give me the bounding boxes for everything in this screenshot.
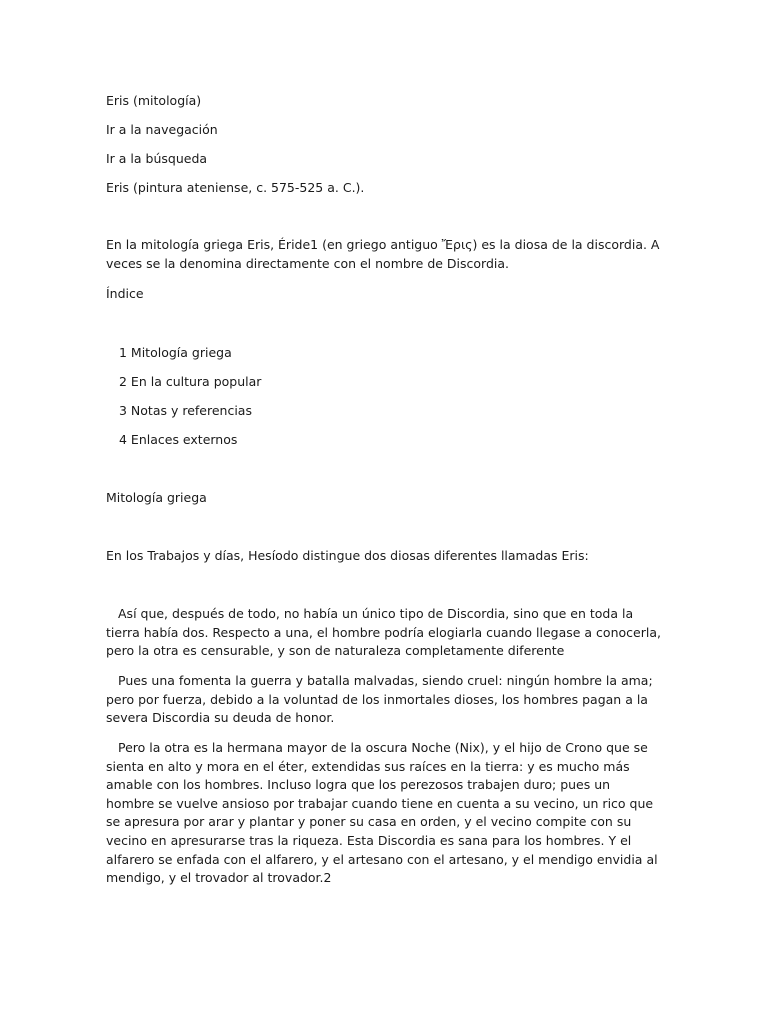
section-heading: Mitología griega	[106, 490, 207, 505]
article-title: Eris (mitología)	[106, 93, 202, 108]
quote-paragraph-3: Pero la otra es la hermana mayor de la oscura Noche (Nix), y el hijo de Crono que se sienta en alto y mora en el éter, extendidas sus raíces en la tierra: y es mucho más amable con los hombres. Incluso logra que los perezosos trabajen duro; pues un hombre se vuelve ansioso por trabajar cuando tiene en cuenta a su vecino, un rico que se apresura por arar y plantar y poner su casa en orden, y el vecino compite con su vecino en apresurarse tras la riqueza. Esta Discordia es sana para los hombres. Y el alfarero se enfada con el alfarero, y el artesano con el artesano, y el mendigo envidia al mendigo, y el trovador al trovador.2	[106, 740, 658, 886]
quote-paragraph-2: Pues una fomenta la guerra y batalla malvadas, siendo cruel: ningún hombre la ama; pero por fuerza, debido a la voluntad de los inmortales dioses, los hombres pagan a la severa Discordia su deuda de honor.	[106, 673, 653, 726]
section-intro: En los Trabajos y días, Hesíodo distingue dos diosas diferentes llamadas Eris:	[106, 548, 589, 563]
toc-item-cultura-popular[interactable]: 2 En la cultura popular	[119, 374, 262, 389]
index-heading: Índice	[106, 286, 144, 301]
toc-item-notas-referencias[interactable]: 3 Notas y referencias	[119, 403, 252, 418]
navigation-link[interactable]: Ir a la navegación	[106, 122, 218, 137]
toc-item-enlaces-externos[interactable]: 4 Enlaces externos	[119, 432, 238, 447]
image-caption: Eris (pintura ateniense, c. 575-525 a. C.).	[106, 180, 365, 195]
toc-item-mitologia-griega[interactable]: 1 Mitología griega	[119, 345, 232, 360]
intro-paragraph: En la mitología griega Eris, Éride1 (en griego antiguo Ἔρις) es la diosa de la discordia. A veces se la denomina directamente con el nombre de Discordia.	[106, 237, 660, 271]
search-link[interactable]: Ir a la búsqueda	[106, 151, 208, 166]
quote-paragraph-1: Así que, después de todo, no había un único tipo de Discordia, sino que en toda la tierra había dos. Respecto a una, el hombre podría elogiarla cuando llegase a conocerla, pero la otra es censurable, y son de naturaleza completamente diferente	[106, 606, 661, 659]
